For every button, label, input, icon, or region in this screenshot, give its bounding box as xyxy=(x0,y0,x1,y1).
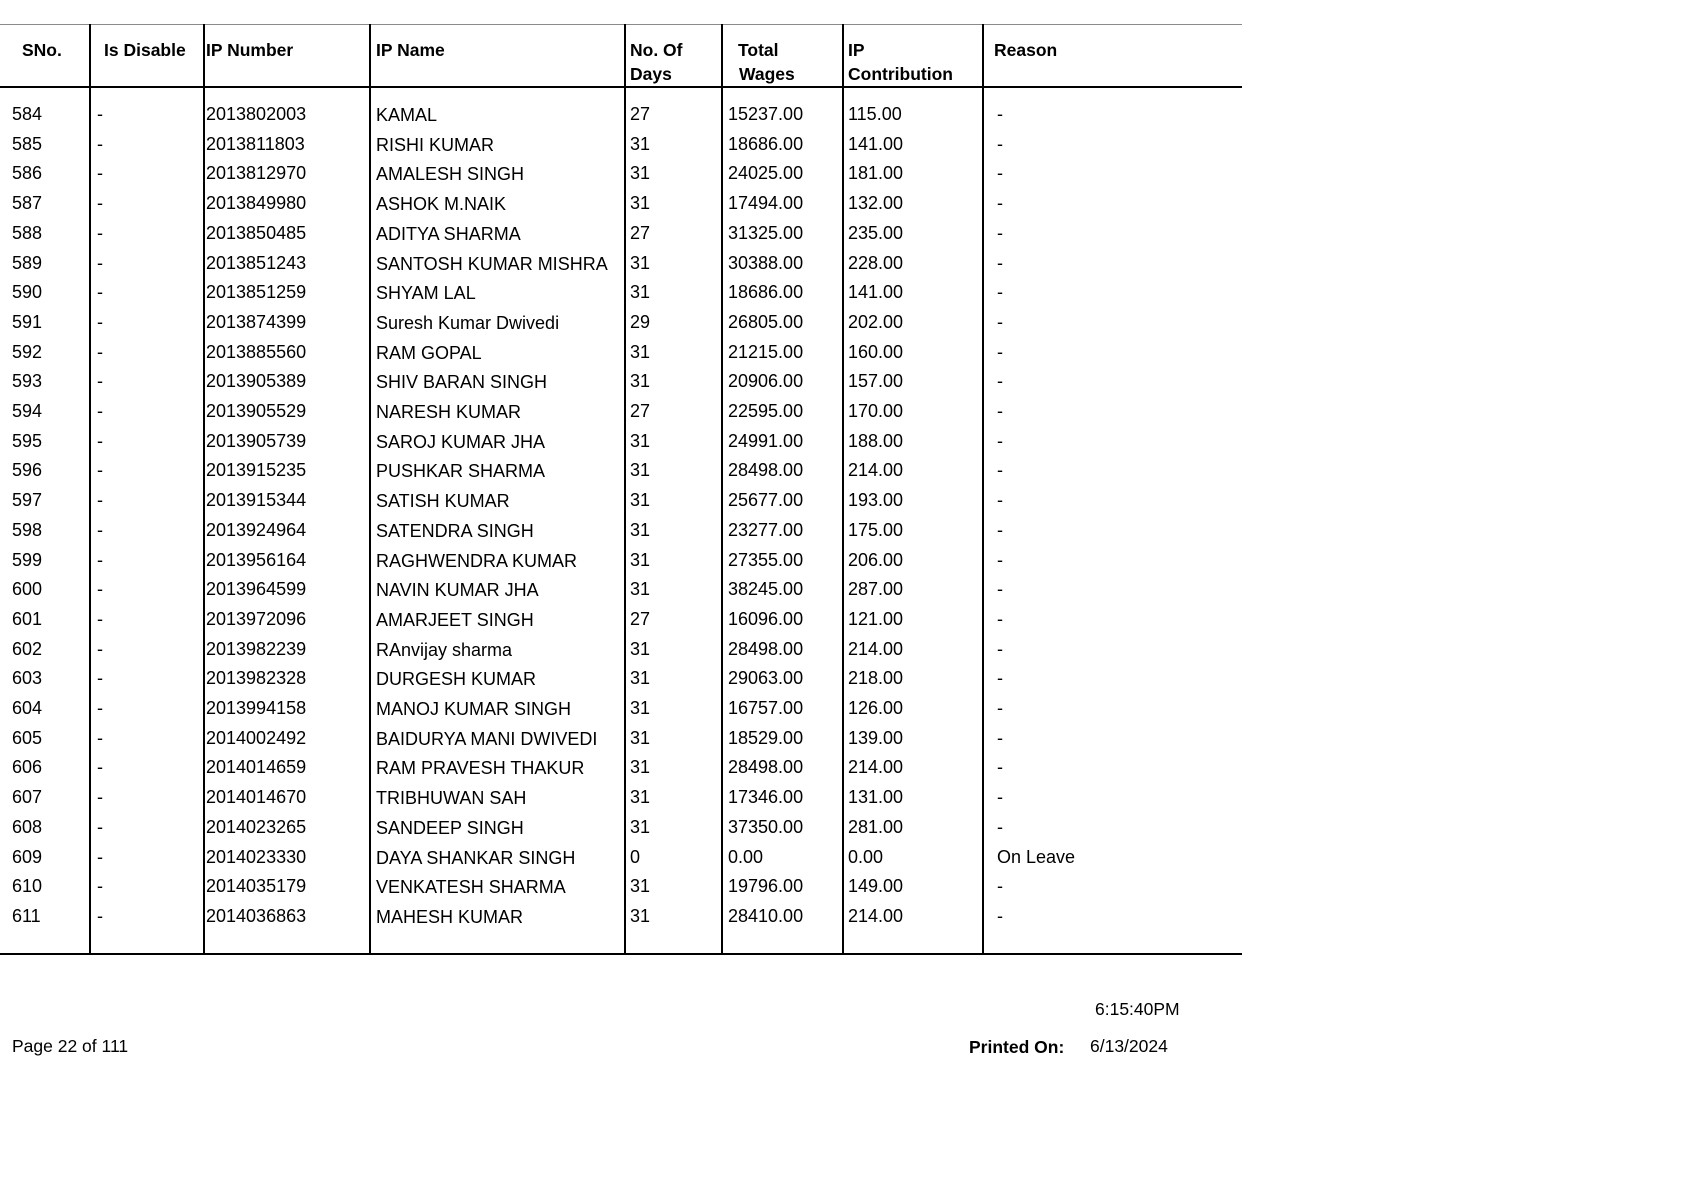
cell-sno: 597 xyxy=(12,490,43,511)
cell-is-disable: - xyxy=(97,638,103,659)
cell-ip-contribution: 160.00 xyxy=(848,341,904,362)
cell-is-disable: - xyxy=(97,876,103,897)
table-row xyxy=(0,161,1242,191)
cell-no-of-days: 27 xyxy=(630,608,651,629)
cell-ip-contribution: 214.00 xyxy=(848,460,904,481)
cell-is-disable: - xyxy=(97,519,103,540)
cell-total-wages: 25677.00 xyxy=(728,490,804,511)
cell-no-of-days: 31 xyxy=(630,698,651,718)
cell-is-disable: - xyxy=(97,311,103,332)
cell-ip-number: 2013874399 xyxy=(206,311,307,332)
cell-ip-name: AMALESH SINGH xyxy=(376,164,525,185)
cell-ip-contribution: 121.00 xyxy=(848,608,904,629)
cell-no-of-days: 31 xyxy=(630,371,651,392)
cell-reason: - xyxy=(997,490,1003,511)
col-header-is-disable: Is Disable xyxy=(104,40,186,60)
cell-ip-number: 2013915235 xyxy=(206,460,307,481)
cell-ip-number: 2014023330 xyxy=(206,846,307,867)
cell-ip-name: SHIV BARAN SINGH xyxy=(376,372,548,393)
cell-total-wages: 28410.00 xyxy=(728,905,804,926)
cell-no-of-days: 27 xyxy=(630,222,651,243)
table-row xyxy=(0,696,1242,726)
cell-total-wages: 18686.00 xyxy=(728,133,804,154)
cell-ip-name: SATISH KUMAR xyxy=(376,491,510,512)
cell-is-disable: - xyxy=(97,252,103,273)
cell-reason: - xyxy=(997,519,1003,540)
cell-reason: - xyxy=(997,638,1003,659)
cell-no-of-days: 31 xyxy=(630,341,651,362)
cell-ip-name: RAnvijay sharma xyxy=(376,639,513,660)
cell-sno: 590 xyxy=(12,282,43,303)
table-row xyxy=(0,221,1242,251)
cell-reason: - xyxy=(997,668,1003,689)
cell-is-disable: - xyxy=(97,163,103,184)
cell-ip-contribution: 214.00 xyxy=(848,638,904,659)
cell-ip-contribution: 188.00 xyxy=(848,430,904,451)
cell-ip-contribution: 202.00 xyxy=(848,311,904,332)
cell-total-wages: 28498.00 xyxy=(728,757,804,778)
cell-reason: - xyxy=(997,104,1003,124)
cell-ip-name: ASHOK M.NAIK xyxy=(376,194,507,215)
table-row xyxy=(0,548,1242,578)
cell-reason: - xyxy=(997,371,1003,392)
cell-reason: - xyxy=(997,401,1003,421)
cell-ip-contribution: 141.00 xyxy=(848,133,904,154)
cell-ip-name: NAVIN KUMAR JHA xyxy=(376,580,539,601)
table-header xyxy=(0,24,1242,88)
cell-ip-number: 2013982239 xyxy=(206,638,307,659)
cell-total-wages: 16757.00 xyxy=(728,698,804,718)
cell-sno: 589 xyxy=(12,252,43,273)
cell-no-of-days: 31 xyxy=(630,905,651,926)
cell-ip-contribution: 149.00 xyxy=(848,876,904,897)
cell-no-of-days: 31 xyxy=(630,727,651,748)
cell-ip-contribution: 206.00 xyxy=(848,549,904,570)
cell-ip-contribution: 139.00 xyxy=(848,727,904,748)
cell-reason: - xyxy=(997,311,1003,332)
cell-ip-contribution: 235.00 xyxy=(848,222,904,243)
col-header-no-of-days xyxy=(630,38,683,86)
cell-sno: 603 xyxy=(12,668,43,689)
cell-reason: - xyxy=(997,727,1003,748)
cell-ip-contribution: 0.00 xyxy=(848,846,884,867)
cell-total-wages: 26805.00 xyxy=(728,311,804,332)
cell-reason: - xyxy=(997,905,1003,926)
cell-reason: - xyxy=(997,757,1003,778)
cell-no-of-days: 31 xyxy=(630,638,651,659)
cell-no-of-days: 31 xyxy=(630,668,651,689)
cell-sno: 609 xyxy=(12,846,43,867)
table-row xyxy=(0,458,1242,488)
cell-is-disable: - xyxy=(97,668,103,689)
cell-is-disable: - xyxy=(97,490,103,511)
cell-is-disable: - xyxy=(97,757,103,778)
cell-ip-name: TRIBHUWAN SAH xyxy=(376,788,527,809)
cell-is-disable: - xyxy=(97,460,103,481)
table-row xyxy=(0,280,1242,310)
cell-ip-name: ADITYA SHARMA xyxy=(376,223,521,244)
cell-no-of-days: 31 xyxy=(630,163,651,184)
cell-reason: - xyxy=(997,549,1003,570)
table-row xyxy=(0,191,1242,221)
page-number: Page 22 of 111 xyxy=(12,1036,129,1056)
cell-sno: 585 xyxy=(12,133,43,154)
cell-ip-contribution: 131.00 xyxy=(848,787,904,808)
cell-sno: 600 xyxy=(12,579,43,600)
cell-ip-contribution: 157.00 xyxy=(848,371,904,392)
cell-ip-contribution: 170.00 xyxy=(848,401,904,421)
cell-ip-contribution: 214.00 xyxy=(848,757,904,778)
cell-ip-contribution: 193.00 xyxy=(848,490,904,511)
cell-ip-name: NARESH KUMAR xyxy=(376,402,522,422)
cell-sno: 607 xyxy=(12,787,43,808)
cell-is-disable: - xyxy=(97,698,103,718)
cell-ip-contribution: 181.00 xyxy=(848,163,904,184)
cell-is-disable: - xyxy=(97,727,103,748)
cell-ip-contribution: 218.00 xyxy=(848,668,904,689)
table-row xyxy=(0,132,1242,162)
cell-reason: - xyxy=(997,133,1003,154)
printed-date: 6/13/2024 xyxy=(1090,1036,1168,1056)
cell-no-of-days: 31 xyxy=(630,579,651,600)
cell-no-of-days: 31 xyxy=(630,876,651,897)
cell-ip-number: 2013905529 xyxy=(206,401,307,421)
cell-sno: 594 xyxy=(12,401,43,421)
col-header-ip-contribution xyxy=(848,38,953,86)
cell-ip-number: 2014014670 xyxy=(206,787,307,808)
cell-sno: 599 xyxy=(12,549,43,570)
cell-total-wages: 17346.00 xyxy=(728,787,804,808)
cell-is-disable: - xyxy=(97,905,103,926)
cell-reason: - xyxy=(997,341,1003,362)
cell-ip-name: MAHESH KUMAR xyxy=(376,906,524,927)
col-header-wages-line2: Wages xyxy=(739,64,795,84)
col-header-days-line2: Days xyxy=(630,64,672,84)
cell-reason: - xyxy=(997,608,1003,629)
cell-ip-name: SHYAM LAL xyxy=(376,283,476,304)
cell-ip-contribution: 287.00 xyxy=(848,579,904,600)
cell-total-wages: 27355.00 xyxy=(728,549,804,570)
cell-no-of-days: 31 xyxy=(630,490,651,511)
cell-ip-number: 2013924964 xyxy=(206,519,307,540)
cell-total-wages: 17494.00 xyxy=(728,193,804,214)
col-header-wages-line1: Total xyxy=(738,40,779,60)
cell-ip-number: 2013915344 xyxy=(206,490,307,511)
cell-sno: 587 xyxy=(12,193,43,214)
cell-reason: - xyxy=(997,430,1003,451)
cell-ip-name: RAM PRAVESH THAKUR xyxy=(376,758,585,779)
table-row xyxy=(0,785,1242,815)
table-row xyxy=(0,755,1242,785)
cell-reason: - xyxy=(997,282,1003,303)
cell-ip-contribution: 175.00 xyxy=(848,519,904,540)
cell-sno: 591 xyxy=(12,311,43,332)
cell-total-wages: 18686.00 xyxy=(728,282,804,303)
cell-sno: 606 xyxy=(12,757,43,778)
cell-is-disable: - xyxy=(97,579,103,600)
cell-ip-contribution: 214.00 xyxy=(848,905,904,926)
cell-ip-number: 2013885560 xyxy=(206,341,307,362)
cell-reason: - xyxy=(997,816,1003,837)
cell-no-of-days: 31 xyxy=(630,282,651,303)
table-row xyxy=(0,726,1242,756)
cell-ip-number: 2014014659 xyxy=(206,757,307,778)
cell-sno: 610 xyxy=(12,876,43,897)
cell-no-of-days: 31 xyxy=(630,787,651,808)
cell-total-wages: 18529.00 xyxy=(728,727,804,748)
col-header-sno: SNo. xyxy=(22,40,62,60)
cell-ip-name: DAYA SHANKAR SINGH xyxy=(376,847,576,868)
cell-ip-number: 2013905389 xyxy=(206,371,307,392)
cell-no-of-days: 31 xyxy=(630,430,651,451)
cell-ip-number: 2013972096 xyxy=(206,608,307,629)
cell-ip-name: AMARJEET SINGH xyxy=(376,609,534,630)
table-row xyxy=(0,845,1242,875)
cell-ip-name: Suresh Kumar Dwivedi xyxy=(376,312,560,333)
cell-reason: - xyxy=(997,787,1003,808)
cell-total-wages: 28498.00 xyxy=(728,638,804,659)
cell-total-wages: 38245.00 xyxy=(728,579,804,600)
cell-is-disable: - xyxy=(97,371,103,392)
printed-time: 6:15:40PM xyxy=(1095,999,1180,1019)
cell-total-wages: 29063.00 xyxy=(728,668,804,689)
cell-total-wages: 28498.00 xyxy=(728,460,804,481)
cell-no-of-days: 31 xyxy=(630,193,651,214)
cell-reason: - xyxy=(997,252,1003,273)
cell-ip-name: VENKATESH SHARMA xyxy=(376,877,566,898)
cell-sno: 608 xyxy=(12,816,43,837)
cell-sno: 595 xyxy=(12,430,43,451)
table-row xyxy=(0,399,1242,429)
cell-ip-number: 2014036863 xyxy=(206,905,307,926)
col-header-reason: Reason xyxy=(994,40,1058,60)
table-row xyxy=(0,904,1242,934)
cell-no-of-days: 31 xyxy=(630,133,651,154)
cell-no-of-days: 31 xyxy=(630,460,651,481)
printed-on-label: Printed On: xyxy=(969,1037,1065,1057)
cell-ip-number: 2013956164 xyxy=(206,549,307,570)
cell-ip-name: BAIDURYA MANI DWIVEDI xyxy=(376,728,598,749)
table-row xyxy=(0,310,1242,340)
cell-no-of-days: 31 xyxy=(630,757,651,778)
cell-ip-number: 2013982328 xyxy=(206,668,307,689)
cell-ip-number: 2013811803 xyxy=(206,133,305,154)
table-row xyxy=(0,666,1242,696)
col-header-ip-number: IP Number xyxy=(206,40,294,60)
cell-sno: 611 xyxy=(12,905,41,926)
cell-sno: 596 xyxy=(12,460,43,481)
cell-is-disable: - xyxy=(97,282,103,303)
cell-ip-number: 2013812970 xyxy=(206,163,307,184)
cell-reason: - xyxy=(997,579,1003,600)
cell-ip-contribution: 115.00 xyxy=(848,104,902,124)
cell-ip-number: 2013851243 xyxy=(206,252,307,273)
cell-ip-contribution: 126.00 xyxy=(848,698,904,718)
cell-total-wages: 30388.00 xyxy=(728,252,804,273)
cell-is-disable: - xyxy=(97,193,103,214)
cell-ip-name: MANOJ KUMAR SINGH xyxy=(376,699,572,719)
cell-is-disable: - xyxy=(97,549,103,570)
cell-sno: 605 xyxy=(12,727,43,748)
col-header-contrib-line2: Contribution xyxy=(848,64,953,84)
cell-is-disable: - xyxy=(97,430,103,451)
cell-total-wages: 31325.00 xyxy=(728,222,804,243)
cell-reason: - xyxy=(997,460,1003,481)
cell-is-disable: - xyxy=(97,787,103,808)
cell-ip-contribution: 281.00 xyxy=(848,816,904,837)
cell-total-wages: 0.00 xyxy=(728,846,764,867)
cell-total-wages: 19796.00 xyxy=(728,876,804,897)
cell-ip-number: 2013905739 xyxy=(206,430,307,451)
cell-sno: 593 xyxy=(12,371,43,392)
table-row xyxy=(0,815,1242,845)
cell-no-of-days: 31 xyxy=(630,549,651,570)
cell-no-of-days: 31 xyxy=(630,519,651,540)
cell-reason: - xyxy=(997,193,1003,214)
cell-reason: - xyxy=(997,698,1003,718)
table-row xyxy=(0,102,1242,132)
cell-no-of-days: 27 xyxy=(630,401,651,421)
table-row xyxy=(0,637,1242,667)
cell-ip-name: RAGHWENDRA KUMAR xyxy=(376,550,578,571)
col-header-days-line1: No. Of xyxy=(630,40,683,60)
cell-is-disable: - xyxy=(97,341,103,362)
cell-total-wages: 16096.00 xyxy=(728,608,804,629)
cell-ip-name: SAROJ KUMAR JHA xyxy=(376,431,546,452)
cell-ip-number: 2014002492 xyxy=(206,727,307,748)
cell-ip-name: SATENDRA SINGH xyxy=(376,520,534,541)
col-header-ip-name: IP Name xyxy=(376,40,445,60)
cell-no-of-days: 31 xyxy=(630,252,651,273)
table-bottom-border xyxy=(0,953,1242,955)
table-row xyxy=(0,518,1242,548)
cell-reason: On Leave xyxy=(997,846,1076,867)
table-row xyxy=(0,874,1242,904)
cell-no-of-days: 0 xyxy=(630,846,641,867)
cell-reason: - xyxy=(997,876,1003,897)
cell-sno: 586 xyxy=(12,163,43,184)
cell-sno: 588 xyxy=(12,222,43,243)
cell-ip-number: 2013802003 xyxy=(206,104,307,124)
cell-sno: 601 xyxy=(12,608,43,629)
cell-total-wages: 23277.00 xyxy=(728,519,804,540)
table-row xyxy=(0,251,1242,281)
cell-ip-name: RISHI KUMAR xyxy=(376,134,495,155)
table-row xyxy=(0,340,1242,370)
cell-reason: - xyxy=(997,222,1003,243)
cell-ip-name: SANTOSH KUMAR MISHRA xyxy=(376,253,608,274)
cell-sno: 602 xyxy=(12,638,43,659)
cell-is-disable: - xyxy=(97,608,103,629)
cell-total-wages: 20906.00 xyxy=(728,371,804,392)
cell-ip-number: 2013851259 xyxy=(206,282,307,303)
cell-no-of-days: 27 xyxy=(630,104,651,124)
cell-no-of-days: 29 xyxy=(630,311,651,332)
cell-ip-number: 2014035179 xyxy=(206,876,307,897)
cell-ip-number: 2013994158 xyxy=(206,698,307,718)
cell-ip-number: 2013964599 xyxy=(206,579,307,600)
cell-total-wages: 15237.00 xyxy=(728,104,804,124)
cell-total-wages: 21215.00 xyxy=(728,341,804,362)
cell-is-disable: - xyxy=(97,401,103,421)
cell-is-disable: - xyxy=(97,133,103,154)
table-row xyxy=(0,577,1242,607)
cell-ip-number: 2013850485 xyxy=(206,222,307,243)
cell-ip-contribution: 141.00 xyxy=(848,282,904,303)
cell-is-disable: - xyxy=(97,846,103,867)
cell-total-wages: 24991.00 xyxy=(728,430,804,451)
table-row xyxy=(0,607,1242,637)
cell-sno: 598 xyxy=(12,519,43,540)
table-row xyxy=(0,488,1242,518)
cell-sno: 584 xyxy=(12,104,43,124)
cell-reason: - xyxy=(997,163,1003,184)
cell-is-disable: - xyxy=(97,104,103,124)
cell-is-disable: - xyxy=(97,816,103,837)
cell-ip-number: 2014023265 xyxy=(206,816,307,837)
cell-ip-name: SANDEEP SINGH xyxy=(376,817,524,838)
col-header-contrib-line1: IP xyxy=(848,40,865,60)
cell-total-wages: 22595.00 xyxy=(728,401,804,421)
cell-total-wages: 24025.00 xyxy=(728,163,804,184)
table-row xyxy=(0,369,1242,399)
cell-ip-name: DURGESH KUMAR xyxy=(376,669,537,690)
cell-sno: 592 xyxy=(12,341,43,362)
cell-ip-name: KAMAL xyxy=(376,105,438,125)
cell-total-wages: 37350.00 xyxy=(728,816,804,837)
cell-is-disable: - xyxy=(97,222,103,243)
cell-ip-contribution: 228.00 xyxy=(848,252,904,273)
cell-ip-name: RAM GOPAL xyxy=(376,342,482,363)
cell-ip-name: PUSHKAR SHARMA xyxy=(376,461,546,482)
table-row xyxy=(0,429,1242,459)
col-header-total-wages xyxy=(738,38,795,86)
cell-ip-number: 2013849980 xyxy=(206,193,307,214)
cell-sno: 604 xyxy=(12,698,43,718)
cell-ip-contribution: 132.00 xyxy=(848,193,904,214)
cell-no-of-days: 31 xyxy=(630,816,651,837)
